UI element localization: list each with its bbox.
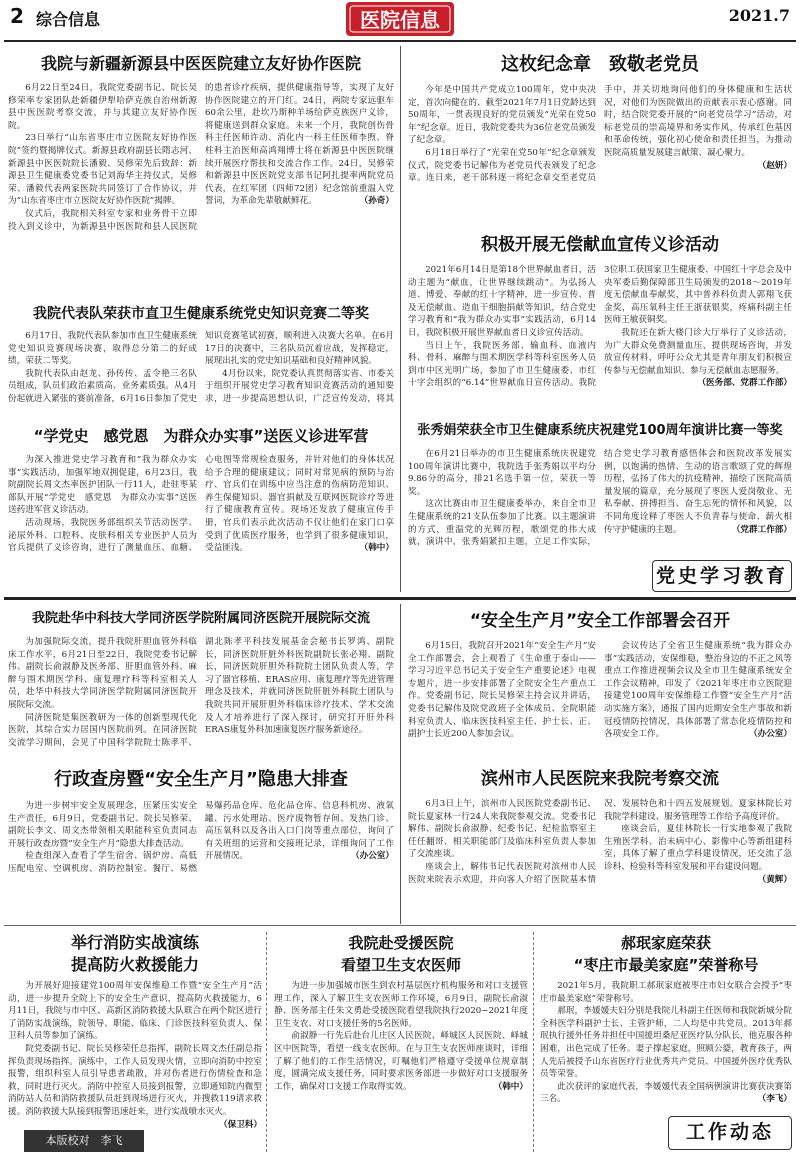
paragraph-text: 这次比赛由市卫生健康委举办，来自全市卫生健康系统的21支队伍参加了比赛。以主题演讲的方式，重温党的光辉历程，歌颂党的伟大成就，演讲中，张秀娟紧扣主题，立足工作实际，结合党史学习教育感悟体会和医院改革发展实例，以饱满的热情、生动的语言歌颂了党的辉煌历程，弘扬了伟大的抗疫精神，描绘了医院高质量发展的篇章，充分展现了枣医人爱岗敬业、无私奉献、拼搏担当、奋生忘死的情怀和风貌，以不同角度诠释了枣医人不负青春与使命、薪火相传守护健康的主题。	[408, 449, 792, 548]
title-line: 郝珉家庭荣获	[620, 934, 711, 952]
paragraph-text: 仪式后，我院相关科室专家和业务骨干立即投入到义诊中，为新源县中医医院和县人民医院的患者诊疗疾病，提供健康指导等，实现了友好协作医院建立的开门红。24日，两院专家远驱车60余公里，赴坎乃斯种羊场给萨克族医户义诊，将健康送到群众家庭。未来一个月，我院创伤骨科主任医师许动、消化内一科主任医师李煦、脊柱科主治医师高鸿翔博士将在新源县中医医院继续开展医疗帮扶和交流合作工作。24日，吴修荣和新源县中医医院党支部书记阿扎提率两院党员代表，在红军团（四师72团）纪念馆前重温入党誓词，为革命先辈敬献鲜花。	[8, 83, 394, 232]
masthead-logo-graphic	[340, 0, 460, 40]
paragraph: 为进一步树牢安全发展理念，压紧压实安全生产责任，6月9日，党委副书记、院长吴修荣、副院长李文、周文杰带领相关职能科室负责同志开展行政查房暨“安全生产月”隐患大排查活动。	[8, 801, 197, 849]
paragraph: 在6月21日举办的市卫生健康系统庆祝建党100周年演讲比赛中，我院选手张秀娟以平均分9.86分的高分，排21名选手第一位，荣获一等奖。	[408, 449, 596, 497]
paragraph: 6月17日，我院代表队参加市直卫生健康系统党史知识竞赛现场决赛，取得总分第二的好成绩，荣获二等奖。	[8, 331, 197, 367]
column-divider	[400, 604, 401, 924]
paragraph-text: 我院还在新大楼门诊大厅举行了义诊活动，为广大群众免费测量血压、提供现场咨询，并发放宣传材料，呼吁公众尤其是青年朋友们积极宣传参与无偿献血知识、参与无偿献血志愿服务。	[604, 327, 792, 376]
article-title	[540, 932, 792, 976]
paragraph	[604, 823, 792, 885]
byline: （李飞）	[757, 1094, 792, 1105]
paragraph: 23日举行“山东省枣庄市立医院友好协作医院”签约暨揭牌仪式。新源县政府副县长隋志河、新源县中医医院院长潘毅、吴修荣先后致辞：新源县卫生健康委党委书记刘海华主持仪式，吴修荣、潘毅代表两家医院共同签订了合作协议，并为“山东省枣庄市立医院友好协作医院”揭牌。	[8, 133, 197, 207]
article-xinyuan	[8, 48, 394, 296]
byline: （黄辉）	[757, 874, 792, 885]
title-line: “枣庄市最美家庭”荣誉称号	[573, 956, 759, 974]
column-divider	[400, 46, 401, 592]
paragraph: 座谈会上，解伟书记代表医院对滨州市人民医院来院表示欢迎，并向客人介绍了医院基本情况、发展特色和十四五发展规划。夏家林院长对我院学科建设、服务管理等工作给予高度评价。	[408, 799, 792, 885]
article-title: 行政查房暨“安全生产月”隐患大排查	[54, 769, 348, 790]
paragraph-text: 座谈会后，夏佳林院长一行实地参观了我院生殖医学科、治未病中心、影像中心等新组建科室，具体了解了重点学科建设情况，还交流了急诊科、检验科等科室发展和平台建设问题。	[604, 824, 792, 872]
article-binzhou-visit	[408, 762, 792, 922]
issue-date: 2021.7	[728, 6, 790, 25]
article-body	[8, 330, 394, 406]
paragraph	[274, 1030, 528, 1093]
article-rural-doctors	[274, 932, 528, 1150]
paragraph	[540, 1081, 792, 1106]
byline: （孙奇）	[359, 196, 394, 207]
section-rule	[4, 597, 796, 600]
article-title: 我院代表队荣获市直卫生健康系统党史知识竞赛二等奖	[33, 306, 369, 322]
article-commemorative-badge	[408, 48, 792, 218]
paragraph-text: 6月18日举行了“光荣在党50年”纪念章颁发仪式，院党委书记解伟为老党员代表颁发了纪念章。连日来，老干部科逐一将纪念章交至老党员手中，并关切地询问他们的身体健康和生活状况，对他们为医院做出的贡献表示衷心感谢。同时，结合院党委开展的“向老党员学习”活动，对标老党员的崇高境界和务实作风，传承红色基因和革命传统，强化初心使命和责任担当，为推动医院高质量发展建言献策、凝心聚力。	[408, 85, 792, 184]
byline: （办公室）	[351, 851, 394, 862]
article-body	[408, 798, 792, 920]
paragraph: 当日上午，我院医务部、输血科、血液内科、骨科、麻醉与围术期医学科等科室医务人员到市中区光明广场，参加了市卫生健康委、市红十字会组织的“6.14”世界献血日宣传活动。我院3位职工获国家卫生健康委、中国红十字总会及中央军委后勤保障部卫生局颁发的2018～2019年度无偿献血奉献奖，其中普养科负责人郭翔飞获金奖，高压氧科主任王浙获银奖，疼痛科副主任医师王敏获铜奖。	[408, 265, 792, 389]
paragraph-text: 俞淑静一行先后赴台儿庄区人民医院、峄城区人民医院、峄城区中医院等，看望一线支农医师。在与卫生支农医师座谈时，详细了解了他们的工作生活情况，叮嘱他们严格遵守受援单位规章制度，圆满完成支援任务，同时要求医务部进一步做好对口支援服务工作，确保对口支援工作取得实效。	[274, 1031, 528, 1092]
article-title: 我院与新疆新源县中医医院建立友好协作医院	[40, 54, 361, 73]
article-body	[8, 454, 394, 590]
paragraph-text: 检查组深入查看了学生宿舍、锅炉房、高低压配电室、空调机房、消防控制室、餐厅、易燃易爆药品仓库、危化品仓库、信息科机房、液氧罐、污水处理站、医疗废物暂存间、发热门诊、高压氧科以及各出入口门岗等重点部位，询问了有关班组的运营和交接班记录，详细询问了工作开展情况。	[8, 801, 394, 874]
page-number: 2	[10, 4, 24, 28]
column-divider	[533, 932, 534, 1152]
article-body	[408, 264, 792, 406]
article-army-clinic	[8, 420, 394, 592]
section-rule	[4, 925, 796, 926]
article-title: 滨州市人民医院来我院考察交流	[481, 769, 719, 789]
article-title	[8, 932, 262, 976]
article-title: “安全生产月”安全工作部署会召开	[469, 611, 731, 631]
article-title: “学党史 感党恩 为群众办实事”送医义诊进军营	[33, 427, 369, 445]
article-quiz-award	[8, 300, 394, 408]
byline: （党群工作部）	[731, 524, 792, 535]
title-line: 举行消防实战演练	[70, 933, 199, 952]
byline: （医务部、党群工作部）	[697, 378, 792, 389]
paragraph: 为进一步加强城市医生到农村基层医疗机构服务和对口支援管理工作，深入了解卫生支农医师工作环境，6月9日，副院长俞淑静、医务部主任朱文勇赴受援医院看望我院执行2020~2021年度卫生支农、对口支援任务的5名医师。	[274, 981, 528, 1029]
byline: （韩中）	[493, 1081, 528, 1092]
article-title: 我院赴华中科技大学同济医学院附属同济医院开展院际交流	[31, 611, 370, 626]
paragraph: 我院代表队由赵龙、孙传传、孟令艳三名队员组成，队员们政治素质高、业务素质强。从4月份起就进入紧张的赛前准备，6月16日参加了党史知识竞赛笔试初赛，顺利进入决赛大名单。在6月17日的决赛中，三名队员沉着应战，发挥稳定，展现出扎实的党史知识基础和良好精神风貌。	[8, 331, 394, 404]
paragraph: 今年是中国共产党成立100周年，党中央决定，首次向健在的、截至2021年7月1日党龄达到50周年，一贯表现良好的党员颁发“光荣在党50年”纪念章。近日，我院党委共为36位老党员颁发了纪念章。	[408, 85, 596, 146]
article-title: 张秀娟荣获全市卫生健康系统庆祝建党100周年演讲比赛一等奖	[417, 423, 783, 438]
article-body	[408, 640, 792, 752]
title-line: 我院赴受援医院	[348, 934, 454, 952]
paragraph-text: 院党委副书记、院长吴修荣任总指挥，副院长周文杰任副总指挥负责现场指挥。演练中，工作人员发现火情，立即向消防中控室报警，组织科室人员引导患者疏散，并对伤者进行伤情检查和急救，同时进行灭火。消防中控室人员接到报警，立即通知院内微型消防站人员和消防救援队员赶到现场进行灭火，并搜救119请求救援。消防救援大队接到报警迅速赶来，进行实战喷水灭火。	[8, 1043, 262, 1117]
article-body	[8, 980, 262, 1128]
header-rule	[4, 40, 796, 42]
paragraph: 6月3日上午，滨州市人民医院党委副书记、院长夏家林一行24人来我院参观交流。党委书记解伟、副院长俞淑静、纪委书记、纪检监察室主任任翻哥、相关职能部门及临床科室负责人参加了交流座谈。	[408, 799, 596, 860]
article-blood-donation	[408, 228, 792, 408]
article-body	[408, 84, 792, 216]
title-line: 提高防火救援能力	[70, 955, 199, 974]
paragraph: 6月15日，我院召开2021年“安全生产月”安全工作部署会，会上观看了《生命重于泰山——学习习近平总书记关于安全生产重要论述》电视专题片，进一步安排部署了全院安全生产重点工作。党委副书记、院长吴修荣主持会议并讲话，党委书记解伟及院党政班子全体成员、全院职能科室负责人、临床医技科室主任、护士长、正、副护士长近200人参加会议。	[408, 641, 596, 740]
paragraph: 2021年6月14日是第18个世界献血者日，活动主题为“献血，让世界继续跳动”。为弘扬人道、博爱、奉献的红十字精神，进一步宣传、普及无偿献血、造血干细胞捐献等知识，结合党史学习教育和“我为群众办实事”实践活动，6月14日，我院积极开展世界献血者日义诊宣传活动。	[408, 265, 596, 338]
party-history-badge: 党史学习教育	[652, 560, 792, 592]
article-title	[274, 932, 528, 976]
paragraph-text: 此次获评的家庭代表，李媛媛代表全国病例演讲比赛获决赛第三名。	[540, 1081, 792, 1105]
article-model-family	[540, 932, 792, 1112]
article-body	[8, 82, 394, 294]
paragraph: 为深入推进党史学习教育和“我为群众办实事”实践活动，加强军地双拥促建，6月23日，我院副院长周文杰率医护团队一行11人，赴驻枣某部队开展“学党史 感党恩 为群众办实事”送医送药进军营义诊活动。	[8, 455, 197, 516]
paragraph-text: 4月份以来，院党委认真贯彻落实省、市委关于组织开展党史学习教育知识竞赛活动的通知要求，进一步提高思想认识，广泛宣传发动，将其	[205, 368, 394, 404]
section-title: 综合信息	[36, 10, 101, 29]
work-dynamics-badge: 工作动态	[668, 1116, 792, 1150]
paragraph-text: 活动现场，我院医务部组织关节活动医学、泌尿外科、口腔科、皮肤科相关专业医护人员为官兵提供了义诊咨询，进行了测量血压、血糖、心电图等常规检查服务，并针对他们的身体状况给予合理的健康建议；同时对常见病的预防与治疗、官兵们在训练中应当注意的伤病防范知识、养生保健知识、器官捐献及互联网医院诊疗等进行了健康教育宣传。现场还发放了健康宣传手册，官兵们表示此次活动不仅让他们在家门口享受到了优质医疗服务，也学到了很多健康知识，受益匪浅。	[8, 455, 394, 554]
svg-text:医院信息: 医院信息	[360, 8, 440, 32]
article-body	[8, 800, 394, 920]
article-safety-inspection	[8, 762, 394, 922]
article-safety-meeting	[408, 604, 792, 754]
paragraph: 同济医院是集医教研为一体的创新型现代化医院，其综合实力居国内医院前列。在同济医院交流学习期间，会见了中国科学院院士陈孝平、湖北陈孝平科技发展基金会秘书长罗鸿、副院长，同济医院肝脏外科医院副院长张必翔、副院长，同济医院肝胆外科院院士团队负责人等，学习了器官移植、ERAS应用、康复理疗等先进管理理念及技术，并就同济医院肝脏外科院士团队与我院共同开展肝胆外科临床诊疗技术、学术交流及人才培养进行了深入探讨，研究打开肝外科ERAS康复外科加速康复医疗服务新途径。	[8, 637, 394, 748]
paragraph	[604, 327, 792, 389]
byline: （保卫科）	[219, 1119, 262, 1128]
paragraph	[604, 640, 792, 741]
masthead-logo	[340, 0, 460, 40]
article-title: 积极开展无偿献血宣传义诊活动	[481, 235, 719, 255]
paragraph: 6月22日至24日，我院党委副书记、院长吴修荣率专家团队赴新疆伊犁哈萨克族自治州新源县中医医院考察交流，并与其建立友好协作医院。	[8, 83, 197, 131]
byline: （韩中）	[359, 543, 394, 554]
column-divider	[266, 932, 267, 1152]
paragraph: 郝珉，李媛媛夫妇分别是我院儿科副主任医师和我院新城分院全科医学科副护士长、主管护师，二人均是中共党员。2013年郝珉执行援外任务并担任中国援坦桑尼亚医疗队分队长，他克服各种困难，出色完成了任务。妻子撑起家庭，照顾公婆，教育孩子，两人先后被授予山东省医疗行业优秀共产党员、中国援外医疗优秀队员等荣誉。	[540, 1006, 792, 1080]
paragraph: 2021年5月，我院职工郝珉家庭被枣庄市妇女联合会授予“枣庄市最美家庭”荣誉称号。	[540, 981, 792, 1004]
byline: （赵妍）	[757, 160, 792, 171]
article-body	[8, 636, 394, 752]
article-tongji-exchange	[8, 604, 394, 754]
paragraph: 为开展好迎接建党100周年安保维稳工作暨“安全生产月”活动，进一步提升全院上下的安全生产意识，提高防火救援能力，6月11日，我院与市中区、高新区消防救援大队联合在两个院区进行了消防实战演练，院领导、职能、临床、门诊医技科室负责人、保卫科人员等参加了演练。	[8, 981, 262, 1042]
title-line: 看望卫生支农医师	[340, 956, 461, 974]
article-title: 这枚纪念章 致敬老党员	[501, 54, 699, 75]
article-fire-drill	[8, 932, 262, 1128]
article-body	[540, 980, 792, 1112]
paragraph-text: 会议传达了全省卫生健康系统“我为群众办事”实践活动，安保维稳，整治身边的不正之风等重点工作推进视频会议及全市卫生健康系统安全工作会议精神，印发了《2021年枣庄市立医院迎接建党100周年安保维稳工作暨“安全生产月”活动实施方案》，通报了国内近期安全生产事故和新冠疫情防控情况，具体部署了常态化疫情防控和各项安全工作。	[604, 641, 792, 740]
paragraph: 为加强院际交流，提升我院肝胆血管外科临床工作水平，6月21日至22日，我院党委书记解伟、副院长俞淑静及医务部、肝胆血管外科、麻醉与围术期医学科、康复理疗科等科室相关人员，赴华中科技大学同济医学院附属同济医院开展院际交流。	[8, 637, 197, 710]
paragraph	[8, 1043, 262, 1128]
byline: （办公室）	[749, 729, 792, 740]
article-body	[274, 980, 528, 1148]
proofreader-note: 本版校对 李飞	[24, 1130, 144, 1152]
